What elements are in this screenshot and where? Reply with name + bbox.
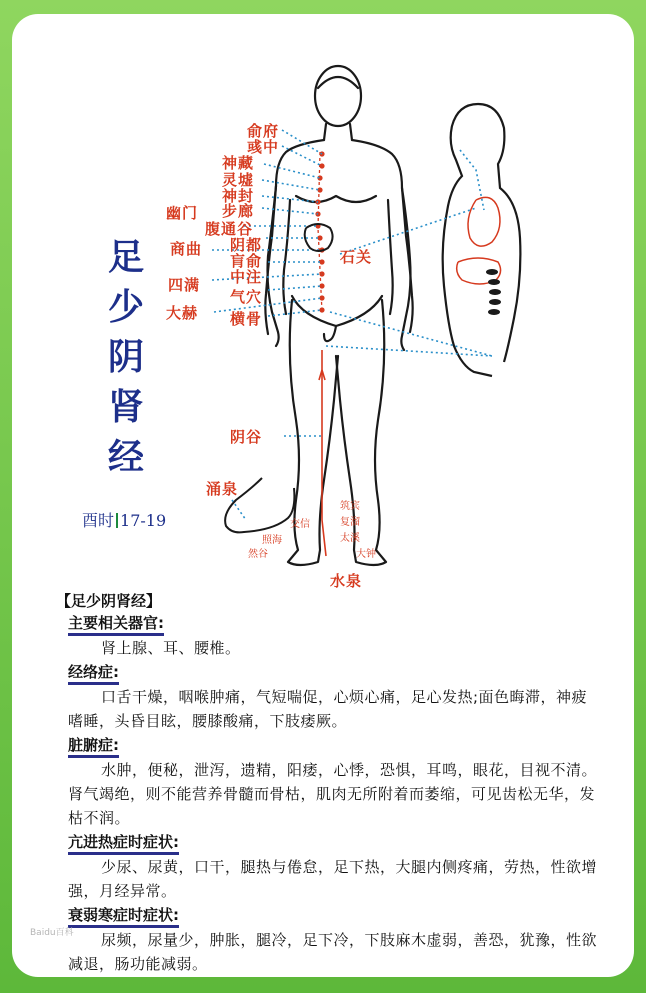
section-title-meridian-symptoms: 经络症: xyxy=(68,662,119,685)
text-header: 【足少阴肾经】 xyxy=(56,592,162,610)
point-label-taixi: 太溪 xyxy=(340,533,360,544)
title-char: 肾 xyxy=(107,386,144,428)
section-body-organs: 肾上腺、耳、腰椎。 xyxy=(101,639,241,657)
point-label-zhubin: 筑宾 xyxy=(340,501,360,512)
point-label-shenfeng: 神封 xyxy=(222,187,254,205)
watermark: Baidu百科 xyxy=(30,928,74,938)
section-body-deficiency-cold: 尿频，尿量少，肿胀，腿冷，足下冷，下肢麻木虚弱，善恐，犹豫，性欲减退，肠功能减弱。 xyxy=(68,931,598,973)
point-label-yindu: 阴都 xyxy=(230,236,262,254)
point-label-zhongzhu: 中注 xyxy=(230,268,262,286)
point-label-bulang: 步廊 xyxy=(222,202,254,220)
point-label-youmen: 幽门 xyxy=(166,204,198,222)
point-label-yingu: 阴谷 xyxy=(230,428,262,446)
point-label-yuzhong: 彧中 xyxy=(247,138,279,156)
point-label-shufu: 俞府 xyxy=(247,122,279,140)
meridian-title xyxy=(104,232,148,482)
point-label-shangqu: 商曲 xyxy=(170,240,202,258)
front-body-outline xyxy=(265,66,412,565)
point-label-huangshu: 肓俞 xyxy=(230,252,262,270)
point-label-henggu: 横骨 xyxy=(230,310,262,328)
point-label-dazhong: 大钟 xyxy=(356,549,376,560)
point-label-futonggu: 腹通谷 xyxy=(205,220,253,238)
point-label-dahe: 大赫 xyxy=(166,304,198,322)
point-label-zhaohai: 照海 xyxy=(262,535,282,546)
point-label-shencang: 神藏 xyxy=(222,154,254,172)
time-period xyxy=(82,508,166,531)
section-title-excess-heat: 亢进热症时症状: xyxy=(68,832,179,855)
side-profile-outline xyxy=(443,104,521,376)
point-label-qixue: 气穴 xyxy=(230,288,262,306)
time-label: 酉时 xyxy=(82,511,115,530)
point-label-fuliu: 复溜 xyxy=(340,517,360,528)
description-text xyxy=(46,590,606,976)
section-title-deficiency-cold: 衰弱寒症时症状: xyxy=(68,905,179,928)
point-label-siman: 四满 xyxy=(168,276,200,294)
point-label-jiaoxin: 交信 xyxy=(290,519,310,530)
point-label-yongquan: 涌泉 xyxy=(206,480,238,498)
section-title-organ-symptoms: 脏腑症: xyxy=(68,735,119,758)
title-char: 经 xyxy=(107,436,144,478)
point-label-lingxu: 灵墟 xyxy=(222,171,254,189)
section-title-organs: 主要相关器官: xyxy=(68,613,164,636)
meridian-points xyxy=(315,151,324,312)
time-value: 17-19 xyxy=(120,511,167,530)
point-label-rangu: 然谷 xyxy=(248,549,268,560)
section-body-excess-heat: 少尿、尿黄，口干，腿热与倦怠，足下热，大腿内侧疼痛，劳热，性欲增强，月经异常。 xyxy=(68,858,598,900)
section-body-meridian-symptoms: 口舌干燥，咽喉肿痛，气短喘促，心烦心痛，足心发热;面色晦滞，神疲嗜睡，头昏目眩，腰膝酸痛，下肢痿厥。 xyxy=(68,688,588,730)
point-label-shiguan: 石关 xyxy=(340,248,372,266)
title-char: 少 xyxy=(107,286,144,328)
title-char: 足 xyxy=(107,236,144,278)
title-char: 阴 xyxy=(107,336,144,378)
point-label-shuiquan: 水泉 xyxy=(330,572,362,590)
section-body-organ-symptoms: 水肿，便秘，泄泻，遗精，阳痿，心悸，恐惧，耳鸣，眼花，目视不清。肾气竭绝，则不能营养骨髓而骨枯，肌肉无所附着而萎缩，可见齿松无华，发枯不润。 xyxy=(68,761,598,827)
time-divider xyxy=(116,513,118,528)
